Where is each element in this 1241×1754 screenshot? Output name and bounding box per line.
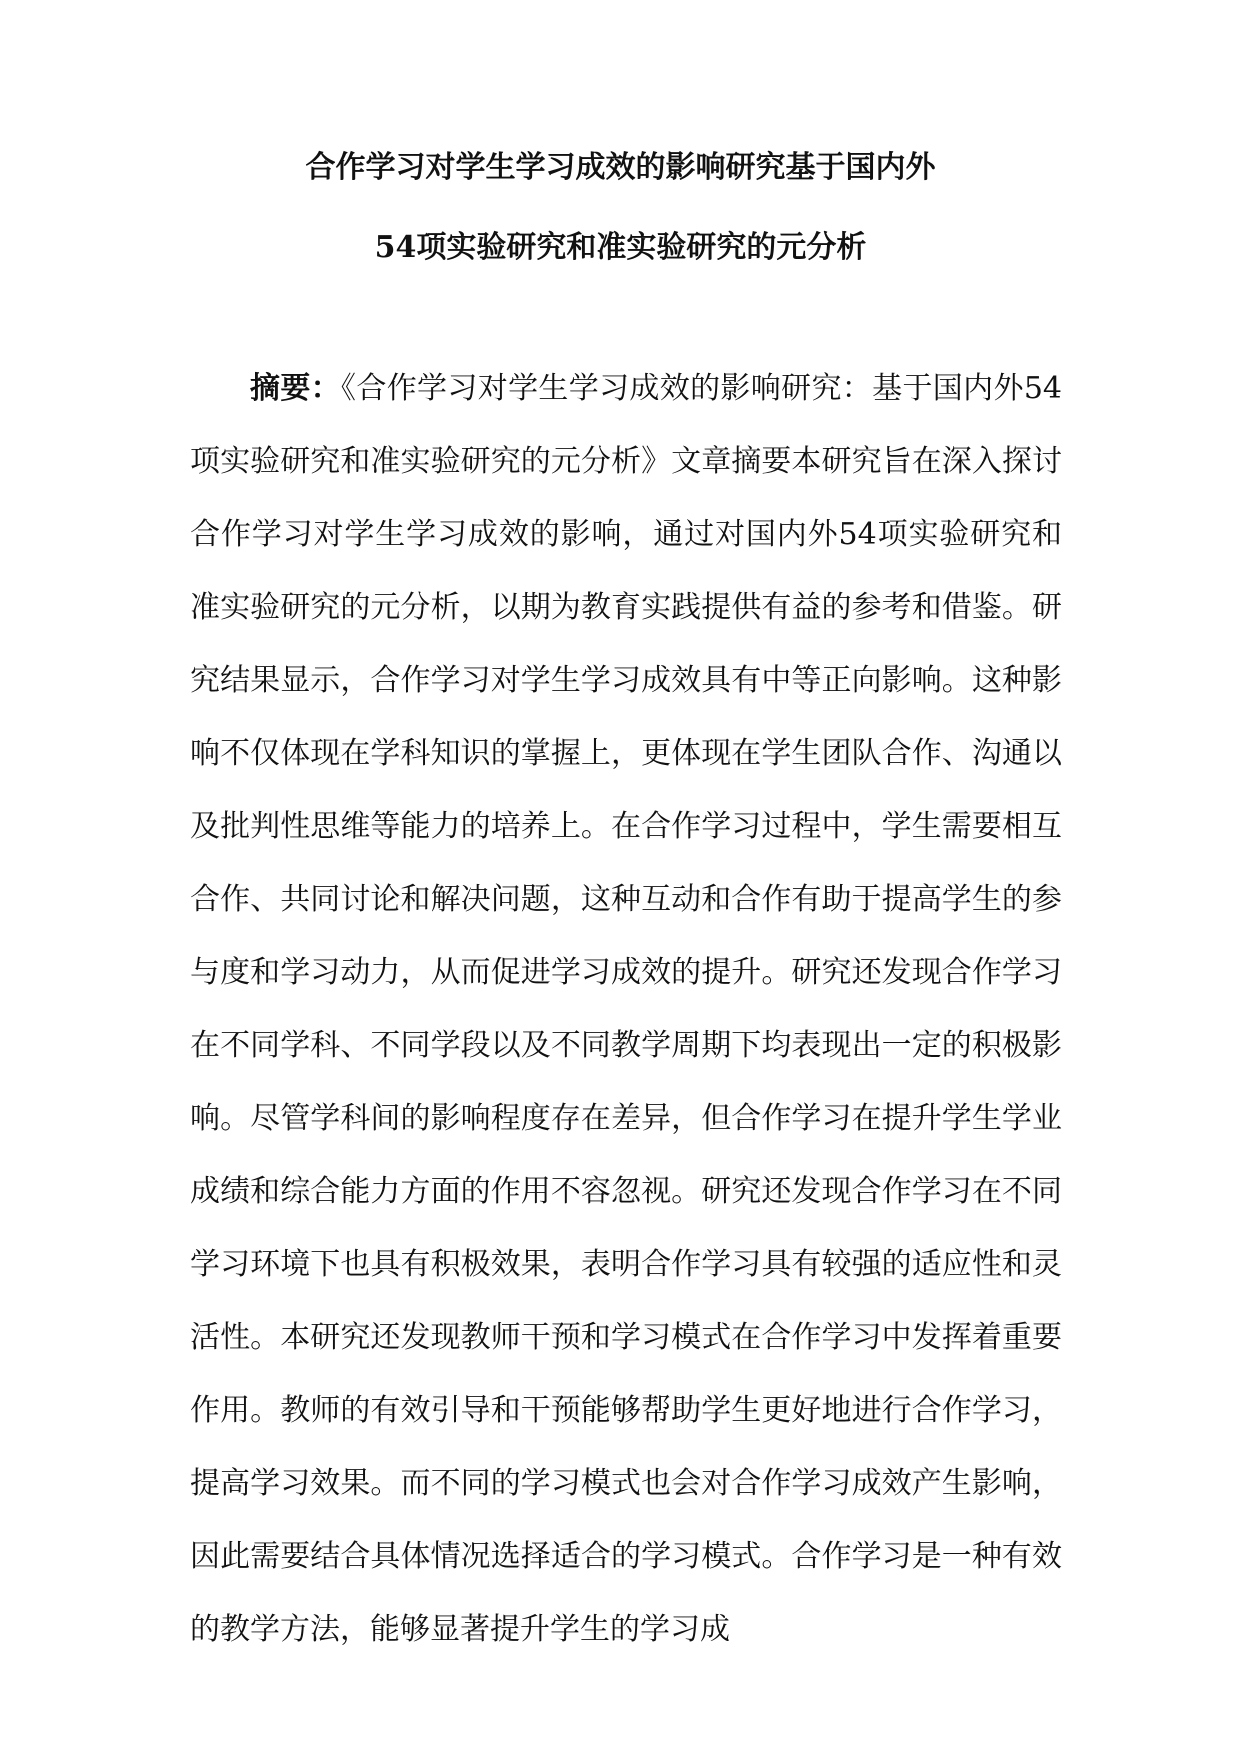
abstract-paragraph [190, 352, 1062, 1666]
document-title [150, 148, 1091, 268]
title-line-2: 54项实验研究和准实验研究的元分析 [374, 230, 867, 265]
title-line-1: 合作学习对学生学习成效的影响研究基于国内外 [305, 150, 936, 185]
abstract-label: 摘要： [250, 371, 342, 406]
abstract-text: 《合作学习对学生学习成效的影响研究：基于国内外54项实验研究和准实验研究的元分析》文章摘要本研究旨在深入探讨合作学习对学生学习成效的影响，通过对国内外54项实验研究和准实验研究的元分析，以期为教育实践提供有益的参考和借鉴。研究结果显示，合作学习对学生学习成效具有中等正向影响。这种影响不仅体现在学科知识的掌握上，更体现在学生团队合作、沟通以及批判性思维等能力的培养上。在合作学习过程中，学生需要相互合作、共同讨论和解决问题，这种互动和合作有助于提高学生的参与度和学习动力，从而促进学习成效的提升。研究还发现合作学习在不同学科、不同学段以及不同教学周期下均表现出一定的积极影响。尽管学科间的影响程度存在差异，但合作学习在提升学生学业成绩和综合能力方面的作用不容忽视。研究还发现合作学习在不同学习环境下也具有积极效果，表明合作学习具有较强的适应性和灵活性。本研究还发现教师干预和学习模式在合作学习中发挥着重要作用。教师的有效引导和干预能够帮助学生更好地进行合作学习，提高学习效果。而不同的学习模式也会对合作学习成效产生影响，因此需要结合具体情况选择适合的学习模式。合作学习是一种有效的教学方法，能够显著提升学生的学习成 [190, 371, 1063, 1647]
